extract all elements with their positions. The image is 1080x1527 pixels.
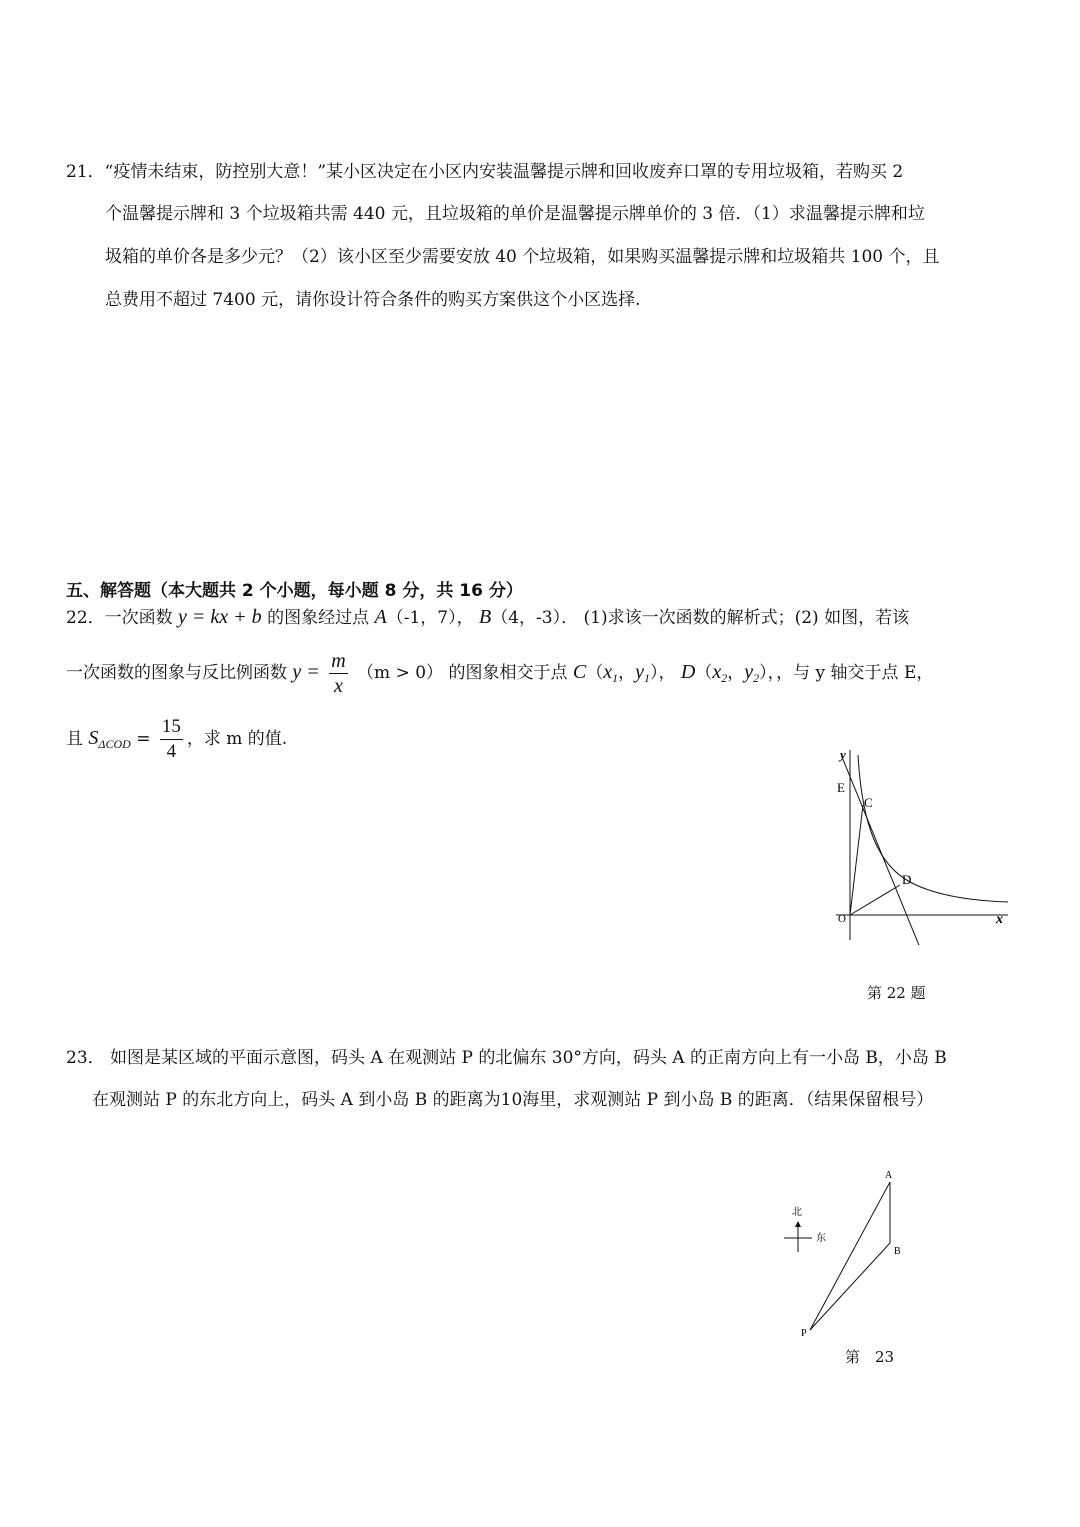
compass-north-label: 北 xyxy=(792,1207,802,1218)
q23-label-p: P xyxy=(801,1328,807,1339)
q22-parts: (1)求该一次函数的解析式；(2) 如图，若该 xyxy=(583,608,910,628)
q22-e-text: ，与 y 轴交于点 E， xyxy=(776,663,934,683)
q22-condition: （m > 0） xyxy=(357,663,444,683)
compass-arrowhead xyxy=(795,1221,801,1227)
q22-label-y: y xyxy=(840,747,846,762)
q22-label-c: C xyxy=(864,795,873,810)
q23-figure xyxy=(770,1160,930,1360)
q22-point-c: C xyxy=(572,661,587,683)
q22-linear-line xyxy=(842,757,934,945)
q22-figure-caption: 第 22 题 xyxy=(867,984,926,1002)
q22-hyperbola xyxy=(858,755,1008,902)
q22-find-m: ，求 m 的值. xyxy=(186,729,288,749)
q22-area-numerator: 15 xyxy=(160,715,183,740)
q22-y2-sub: 2 xyxy=(753,671,760,685)
q22-d-open: （ xyxy=(695,663,713,683)
q23-label-b: B xyxy=(894,1246,901,1257)
q22-c-comma: ， xyxy=(618,663,636,683)
q22-intersect-text: 的图象相交于点 xyxy=(448,663,568,683)
q23-line-1: 23． 如图是某区域的平面示意图，码头 A 在观测站 P 的北偏东 30°方向，码头 A 的正南方向上有一小岛 B，小岛 B xyxy=(66,1048,947,1068)
q21-line-1: 21．“疫情未结束，防控别大意！”某小区决定在小区内安装温馨提示牌和回收废弃口罩的专用垃圾箱，若购买 2 xyxy=(66,162,904,182)
q21-line-3: 圾箱的单价各是多少元？（2）该小区至少需要安放 40 个垃圾箱，如果购买温馨提示牌和垃圾箱共 100 个，且 xyxy=(105,247,940,267)
q22-x1-sub: 1 xyxy=(612,671,619,685)
q22-point-a: A xyxy=(374,606,387,628)
q21-line-4: 总费用不超过 7400 元，请你设计符合条件的购买方案供这个小区选择. xyxy=(105,290,641,310)
q22-y1: y xyxy=(635,661,644,683)
q22-fraction-numerator: m xyxy=(331,650,346,672)
q22-figure xyxy=(828,745,1028,945)
q22-line-1 xyxy=(66,606,909,629)
q22-area-equals: = xyxy=(136,729,151,749)
q23-label-a: A xyxy=(885,1170,893,1181)
q22-segment-oc xyxy=(850,805,863,915)
q22-line-2 xyxy=(66,648,933,702)
q22-x2: x xyxy=(712,661,722,683)
q23-figure-caption: 第 23 xyxy=(845,1348,895,1366)
q22-passes-through: 的图象经过点 xyxy=(267,608,370,628)
q22-point-d: D xyxy=(680,661,696,683)
q22-label-e: E xyxy=(837,780,845,795)
q22-line-3 xyxy=(66,714,287,768)
q22-d-comma: ， xyxy=(727,663,745,683)
q22-area-symbol: S xyxy=(88,727,99,749)
q22-label-d: D xyxy=(902,872,912,887)
q21-line-2: 个温馨提示牌和 3 个垃圾箱共需 440 元，且垃圾箱的单价是温馨提示牌单价的 3 倍．（1）求温馨提示牌和垃 xyxy=(105,204,925,224)
q22-linear-equation: y = kx + b xyxy=(178,606,262,628)
q22-intro: 22．一次函数 xyxy=(66,608,173,628)
section-5-heading: 五、解答题（本大题共 2 个小题，每小题 8 分，共 16 分） xyxy=(66,581,523,601)
q22-segment-od xyxy=(850,885,900,915)
q22-inverse-y: y = xyxy=(292,661,320,683)
q23-line-2: 在观测站 P 的东北方向上，码头 A 到小岛 B 的距离为10海里，求观测站 P 到小岛 B 的距离．（结果保留根号） xyxy=(92,1090,934,1110)
q22-label-x: x xyxy=(996,912,1003,927)
q22-inverse-intro: 一次函数的图象与反比例函数 xyxy=(66,663,287,683)
q22-and: 且 xyxy=(66,729,83,749)
q22-d-close: ）， xyxy=(759,663,777,683)
q22-area-subscript: ΔCOD xyxy=(98,737,131,751)
q22-point-b-coords: （4，-3）． xyxy=(491,608,579,628)
q22-y2: y xyxy=(744,661,754,683)
q22-inverse-fraction xyxy=(329,649,347,698)
q22-y1-sub: 1 xyxy=(643,671,650,685)
q22-point-a-coords: （-1，7）， xyxy=(386,608,474,628)
q22-c-open: （ xyxy=(586,663,604,683)
q22-x2-sub: 2 xyxy=(721,671,728,685)
q22-point-b: B xyxy=(479,606,492,628)
q22-label-o: O xyxy=(838,913,846,925)
q22-area-fraction xyxy=(160,715,183,764)
q22-c-close: ）， xyxy=(649,663,676,683)
q22-fraction-denominator: x xyxy=(333,675,343,697)
q22-area-denominator: 4 xyxy=(166,741,177,762)
q22-x1: x xyxy=(603,661,613,683)
compass-east-label: 东 xyxy=(816,1233,826,1244)
